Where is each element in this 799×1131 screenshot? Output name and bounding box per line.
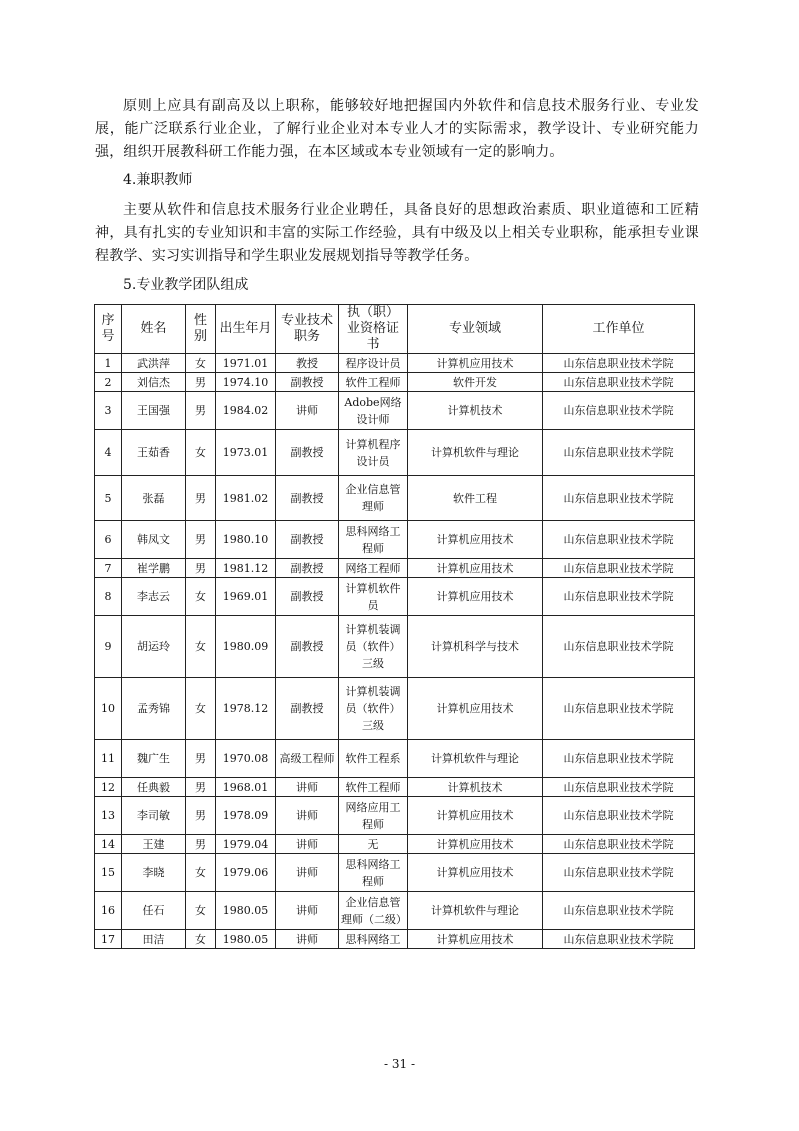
table-cell: 男 xyxy=(186,740,216,778)
table-cell: 讲师 xyxy=(276,797,339,835)
table-row xyxy=(95,373,695,392)
table-cell: 副教授 xyxy=(276,678,339,740)
table-cell: 男 xyxy=(186,392,216,430)
table-cell: 胡运玲 xyxy=(122,616,186,678)
table-cell: 思科网络工 xyxy=(339,930,408,949)
table-cell: 李晓 xyxy=(122,854,186,892)
column-header: 序号 xyxy=(95,305,122,354)
table-cell: 10 xyxy=(95,678,122,740)
table-row xyxy=(95,678,695,740)
table-cell: 男 xyxy=(186,521,216,559)
table-cell: 1980.09 xyxy=(216,616,276,678)
table-cell: 山东信息职业技术学院 xyxy=(543,616,695,678)
table-cell: 网络工程师 xyxy=(339,559,408,578)
table-row xyxy=(95,835,695,854)
table-cell: 山东信息职业技术学院 xyxy=(543,578,695,616)
table-cell: 软件工程 xyxy=(408,476,543,521)
table-cell: 男 xyxy=(186,559,216,578)
table-cell: 13 xyxy=(95,797,122,835)
table-cell: 7 xyxy=(95,559,122,578)
table-cell: 王建 xyxy=(122,835,186,854)
table-cell: 计算机应用技术 xyxy=(408,559,543,578)
table-cell: 1980.05 xyxy=(216,930,276,949)
table-cell: 3 xyxy=(95,392,122,430)
table-cell: 副教授 xyxy=(276,430,339,476)
table-cell: 女 xyxy=(186,892,216,930)
table-cell: 李司敏 xyxy=(122,797,186,835)
page-number: - 31 - xyxy=(383,1057,415,1071)
table-row xyxy=(95,521,695,559)
table-cell: 副教授 xyxy=(276,476,339,521)
table-cell: 讲师 xyxy=(276,930,339,949)
table-cell: 计算机应用技术 xyxy=(408,797,543,835)
table-cell: 张磊 xyxy=(122,476,186,521)
table-cell: 1973.01 xyxy=(216,430,276,476)
column-header: 性别 xyxy=(186,305,216,354)
table-cell: 1971.01 xyxy=(216,354,276,373)
table-cell: 山东信息职业技术学院 xyxy=(543,797,695,835)
table-cell: 男 xyxy=(186,373,216,392)
table-cell: 山东信息职业技术学院 xyxy=(543,476,695,521)
table-row xyxy=(95,930,695,949)
table-cell: 副教授 xyxy=(276,373,339,392)
table-cell: 男 xyxy=(186,476,216,521)
table-cell: 1970.08 xyxy=(216,740,276,778)
table-cell: 8 xyxy=(95,578,122,616)
table-cell: 讲师 xyxy=(276,892,339,930)
table-cell: Adobe网络设计师 xyxy=(339,392,408,430)
table-row xyxy=(95,854,695,892)
intro-paragraph: 原则上应具有副高及以上职称，能够较好地把握国内外软件和信息技术服务行业、专业发展，能广泛联系行业企业，了解行业企业对本专业人才的实际需求，教学设计、专业研究能力强，组织开展教科研工作能力强，在本区域或本专业领域有一定的影响力。 xyxy=(95,98,699,160)
table-cell: 思科网络工程师 xyxy=(339,521,408,559)
table-cell: 山东信息职业技术学院 xyxy=(543,392,695,430)
table-cell: 16 xyxy=(95,892,122,930)
table-cell: 1984.02 xyxy=(216,392,276,430)
table-cell: 1978.09 xyxy=(216,797,276,835)
table-row xyxy=(95,354,695,373)
table-cell: 副教授 xyxy=(276,616,339,678)
table-cell: 讲师 xyxy=(276,392,339,430)
table-cell: 副教授 xyxy=(276,521,339,559)
table-cell: 山东信息职业技术学院 xyxy=(543,740,695,778)
table-cell: 11 xyxy=(95,740,122,778)
table-cell: 女 xyxy=(186,578,216,616)
table-cell: 1969.01 xyxy=(216,578,276,616)
column-header: 执（职）业资格证书 xyxy=(339,305,408,354)
table-cell: 计算机应用技术 xyxy=(408,521,543,559)
table-cell: 高级工程师 xyxy=(276,740,339,778)
table-cell: 山东信息职业技术学院 xyxy=(543,854,695,892)
table-cell: 男 xyxy=(186,778,216,797)
table-cell: 1 xyxy=(95,354,122,373)
table-cell: 思科网络工程师 xyxy=(339,854,408,892)
table-cell: 计算机应用技术 xyxy=(408,854,543,892)
table-row xyxy=(95,740,695,778)
table-cell: 山东信息职业技术学院 xyxy=(543,678,695,740)
table-cell: 山东信息职业技术学院 xyxy=(543,892,695,930)
table-row xyxy=(95,892,695,930)
table-cell: 教授 xyxy=(276,354,339,373)
table-cell: 15 xyxy=(95,854,122,892)
table-cell: 女 xyxy=(186,854,216,892)
table-cell: 李志云 xyxy=(122,578,186,616)
table-cell: 1979.06 xyxy=(216,854,276,892)
section-heading-team: 5.专业教学团队组成 xyxy=(123,277,249,293)
column-header: 工作单位 xyxy=(543,305,695,354)
table-cell: 女 xyxy=(186,930,216,949)
table-cell: 山东信息职业技术学院 xyxy=(543,354,695,373)
table-header-row xyxy=(95,305,695,354)
table-cell: 计算机软件与理论 xyxy=(408,430,543,476)
table-cell: 刘信杰 xyxy=(122,373,186,392)
table-cell: 网络应用工程师 xyxy=(339,797,408,835)
table-cell: 女 xyxy=(186,616,216,678)
table-cell: 1981.02 xyxy=(216,476,276,521)
table-cell: 2 xyxy=(95,373,122,392)
table-cell: 计算机软件与理论 xyxy=(408,892,543,930)
column-header: 专业技术职务 xyxy=(276,305,339,354)
table-cell: 山东信息职业技术学院 xyxy=(543,430,695,476)
table-cell: 崔学鹏 xyxy=(122,559,186,578)
table-row xyxy=(95,797,695,835)
table-cell: 计算机装调员（软件）三级 xyxy=(339,616,408,678)
table-row xyxy=(95,578,695,616)
table-cell: 副教授 xyxy=(276,559,339,578)
table-cell: 讲师 xyxy=(276,778,339,797)
table-cell: 1981.12 xyxy=(216,559,276,578)
table-cell: 1978.12 xyxy=(216,678,276,740)
table-row xyxy=(95,778,695,797)
table-cell: 14 xyxy=(95,835,122,854)
table-cell: 讲师 xyxy=(276,854,339,892)
table-cell: 1974.10 xyxy=(216,373,276,392)
table-cell: 计算机程序设计员 xyxy=(339,430,408,476)
table-cell: 计算机科学与技术 xyxy=(408,616,543,678)
table-cell: 软件工程师 xyxy=(339,373,408,392)
table-cell: 6 xyxy=(95,521,122,559)
table-cell: 1968.01 xyxy=(216,778,276,797)
section-heading-part-time: 4.兼职教师 xyxy=(123,172,193,188)
table-row xyxy=(95,430,695,476)
table-cell: 任石 xyxy=(122,892,186,930)
table-cell: 4 xyxy=(95,430,122,476)
table-cell: 韩凤文 xyxy=(122,521,186,559)
table-row xyxy=(95,559,695,578)
table-cell: 9 xyxy=(95,616,122,678)
part-time-paragraph: 主要从软件和信息技术服务行业企业聘任，具备良好的思想政治素质、职业道德和工匠精神，具有扎实的专业知识和丰富的实际工作经验，具有中级及以上相关专业职称，能承担专业课程教学、实习实训指导和学生职业发展规划指导等教学任务。 xyxy=(95,202,699,264)
table-cell: 计算机软件员 xyxy=(339,578,408,616)
table-cell: 计算机应用技术 xyxy=(408,835,543,854)
table-cell: 12 xyxy=(95,778,122,797)
table-cell: 软件工程师 xyxy=(339,778,408,797)
table-cell: 计算机应用技术 xyxy=(408,930,543,949)
table-cell: 女 xyxy=(186,430,216,476)
table-cell: 男 xyxy=(186,835,216,854)
table-cell: 魏广生 xyxy=(122,740,186,778)
table-row xyxy=(95,616,695,678)
table-cell: 17 xyxy=(95,930,122,949)
table-cell: 山东信息职业技术学院 xyxy=(543,559,695,578)
table-cell: 1980.05 xyxy=(216,892,276,930)
table-cell: 男 xyxy=(186,797,216,835)
table-cell: 山东信息职业技术学院 xyxy=(543,521,695,559)
table-cell: 企业信息管理师（二级） xyxy=(339,892,408,930)
table-cell: 任典毅 xyxy=(122,778,186,797)
table-cell: 讲师 xyxy=(276,835,339,854)
table-cell: 计算机技术 xyxy=(408,778,543,797)
table-cell: 副教授 xyxy=(276,578,339,616)
table-cell: 程序设计员 xyxy=(339,354,408,373)
table-cell: 山东信息职业技术学院 xyxy=(543,835,695,854)
teaching-team-table xyxy=(94,304,695,949)
table-cell: 孟秀锦 xyxy=(122,678,186,740)
column-header: 姓名 xyxy=(122,305,186,354)
table-cell: 女 xyxy=(186,678,216,740)
table-cell: 1980.10 xyxy=(216,521,276,559)
table-cell: 无 xyxy=(339,835,408,854)
table-cell: 计算机技术 xyxy=(408,392,543,430)
table-cell: 田洁 xyxy=(122,930,186,949)
table-cell: 1979.04 xyxy=(216,835,276,854)
table-cell: 女 xyxy=(186,354,216,373)
table-cell: 软件工程系 xyxy=(339,740,408,778)
table-row xyxy=(95,392,695,430)
table-cell: 山东信息职业技术学院 xyxy=(543,930,695,949)
table-cell: 计算机应用技术 xyxy=(408,578,543,616)
table-cell: 5 xyxy=(95,476,122,521)
column-header: 出生年月 xyxy=(216,305,276,354)
table-cell: 计算机软件与理论 xyxy=(408,740,543,778)
table-cell: 山东信息职业技术学院 xyxy=(543,778,695,797)
table-cell: 王茹香 xyxy=(122,430,186,476)
table-cell: 武洪萍 xyxy=(122,354,186,373)
table-cell: 王国强 xyxy=(122,392,186,430)
table-cell: 软件开发 xyxy=(408,373,543,392)
column-header: 专业领域 xyxy=(408,305,543,354)
table-cell: 山东信息职业技术学院 xyxy=(543,373,695,392)
table-cell: 计算机应用技术 xyxy=(408,354,543,373)
table-cell: 计算机应用技术 xyxy=(408,678,543,740)
table-cell: 计算机装调员（软件）三级 xyxy=(339,678,408,740)
table-cell: 企业信息管理师 xyxy=(339,476,408,521)
table-row xyxy=(95,476,695,521)
